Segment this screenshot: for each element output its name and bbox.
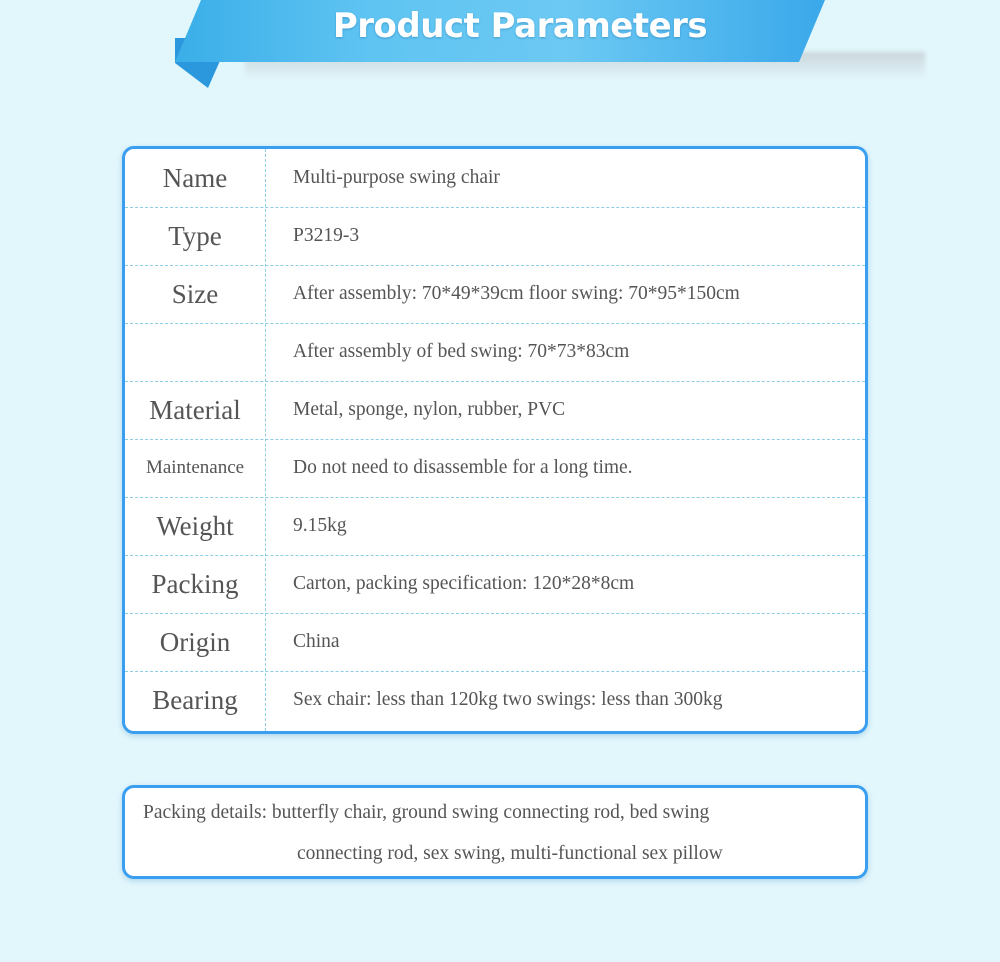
packing-details-line-2: connecting rod, sex swing, multi-functional sex pillow xyxy=(297,843,723,864)
table-row-material xyxy=(125,381,865,440)
table-row-packing xyxy=(125,555,865,614)
table-row-type xyxy=(125,207,865,266)
row-value: P3219-3 xyxy=(293,225,360,246)
row-value: China xyxy=(293,631,340,652)
row-value: Sex chair: less than 120kg two swings: less than 300kg xyxy=(293,689,723,710)
row-value: Multi-purpose swing chair xyxy=(293,167,500,188)
page-title: Product Parameters xyxy=(332,6,708,46)
row-label xyxy=(125,323,265,381)
parameters-table xyxy=(122,146,868,734)
table-row-size xyxy=(125,265,865,324)
table-row-weight xyxy=(125,497,865,556)
row-value: Metal, sponge, nylon, rubber, PVC xyxy=(293,399,566,420)
packing-details-box xyxy=(122,785,868,879)
header-banner xyxy=(175,0,825,88)
row-label: Name xyxy=(162,162,228,193)
row-value: 9.15kg xyxy=(293,515,347,536)
table-row-bearing xyxy=(125,671,865,729)
table-row-name xyxy=(125,149,865,208)
row-value: Do not need to disassemble for a long time. xyxy=(293,457,633,478)
packing-details-line-1: Packing details: butterfly chair, ground swing connecting rod, bed swing xyxy=(143,802,710,823)
row-label: Origin xyxy=(159,626,231,657)
row-label: Weight xyxy=(156,510,234,541)
row-label: Material xyxy=(149,394,241,425)
row-label: Maintenance xyxy=(145,457,245,478)
table-row-size-continued xyxy=(125,323,865,382)
table-row-origin xyxy=(125,613,865,672)
table-row-maintenance xyxy=(125,439,865,498)
row-value: After assembly of bed swing: 70*73*83cm xyxy=(293,341,630,362)
row-label: Size xyxy=(171,278,219,309)
row-label: Type xyxy=(168,220,222,251)
row-value: After assembly: 70*49*39cm floor swing: 70*95*150cm xyxy=(293,283,740,304)
row-label: Bearing xyxy=(152,684,238,715)
row-value: Carton, packing specification: 120*28*8cm xyxy=(293,573,635,594)
row-label: Packing xyxy=(151,568,239,599)
